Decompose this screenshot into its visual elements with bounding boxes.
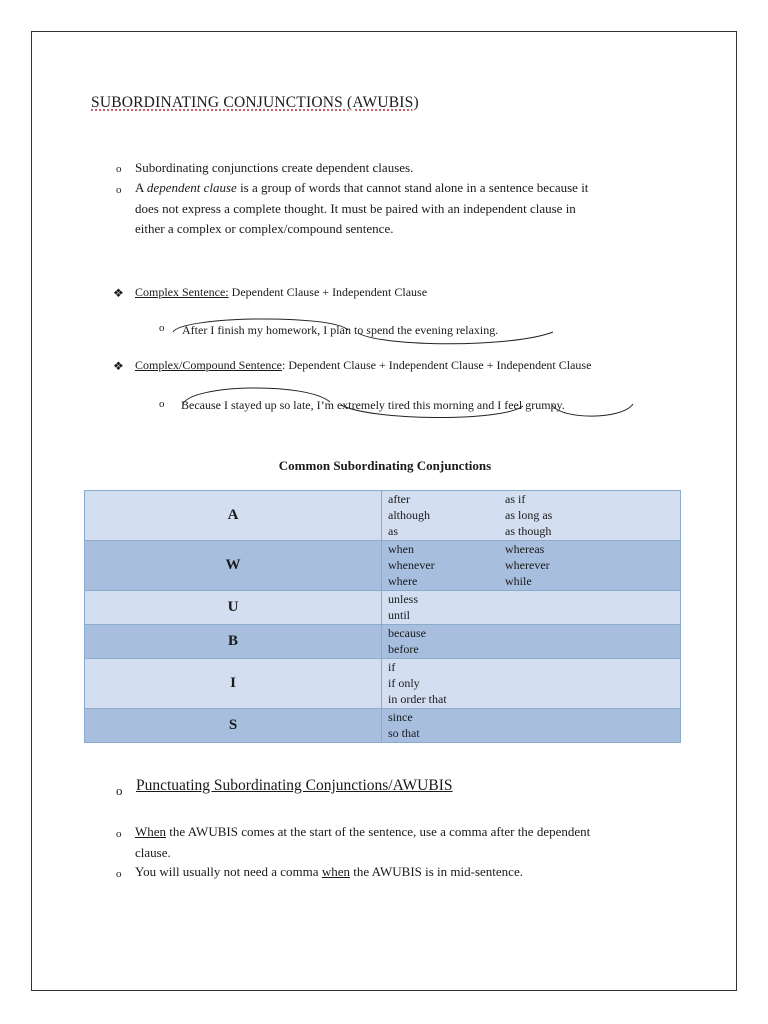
table-title: Common Subordinating Conjunctions xyxy=(278,458,492,473)
conjunction-word: while xyxy=(505,574,532,588)
conjunction-word: since xyxy=(388,710,413,724)
conjunction-word: before xyxy=(388,642,419,656)
punctuation-bullet-1: When the AWUBIS comes at the start of the sentence, use a comma after the dependent clause. xyxy=(135,824,591,860)
awubis-letter: A xyxy=(85,491,382,541)
conjunction-word: until xyxy=(388,608,411,622)
awubis-letter: B xyxy=(85,625,382,659)
conjunction-word: after xyxy=(388,492,410,506)
conjunction-word: although xyxy=(388,508,430,522)
conjunction-word: if xyxy=(388,660,396,674)
compound-sentence-line: Complex/Compound Sentence: Dependent Clause + Independent Clause + Independent Clause xyxy=(135,358,592,372)
table-row xyxy=(85,625,681,659)
punctuation-heading: Punctuating Subordinating Conjunctions/AWUBIS xyxy=(136,777,453,794)
conjunction-list xyxy=(382,541,681,591)
bullet-marker: o xyxy=(116,163,122,175)
conjunction-word: unless xyxy=(388,592,418,606)
clause-annotation-arcs xyxy=(32,32,738,432)
conjunction-word: as xyxy=(388,524,398,538)
bullet-marker: o xyxy=(116,783,123,798)
bullet-marker: o xyxy=(116,828,122,840)
table-row xyxy=(85,709,681,743)
independent-clause-arc xyxy=(341,405,523,418)
table-row xyxy=(85,591,681,625)
conjunction-list xyxy=(382,591,681,625)
bullet-marker: o xyxy=(116,868,122,880)
conjunction-list xyxy=(382,491,681,541)
conjunctions-table xyxy=(84,490,681,743)
conjunction-list xyxy=(382,659,681,709)
conjunction-word: in order that xyxy=(388,692,447,706)
conjunction-word: where xyxy=(388,574,418,588)
conjunction-word: when xyxy=(388,542,414,556)
table-row xyxy=(85,541,681,591)
document-page xyxy=(31,31,737,991)
punctuation-bullet-2: You will usually not need a comma when the AWUBIS is in mid-sentence. xyxy=(135,864,523,879)
independent-clause-arc xyxy=(358,332,553,344)
awubis-letter: S xyxy=(85,709,382,743)
compound-sentence-label: Complex/Compound Sentence xyxy=(135,358,282,372)
conjunction-list xyxy=(382,625,681,659)
conjunction-word: whereas xyxy=(505,542,545,556)
complex-sentence-label: Complex Sentence: xyxy=(135,285,229,299)
awubis-letter: U xyxy=(85,591,382,625)
bullet-marker: o xyxy=(159,322,165,334)
complex-sentence-line: Complex Sentence: Dependent Clause + Independent Clause xyxy=(135,285,428,299)
conjunction-word: whenever xyxy=(388,558,435,572)
bullet-marker: o xyxy=(116,184,122,196)
conjunction-word: if only xyxy=(388,676,420,690)
diamond-bullet-icon: ❖ xyxy=(113,286,124,300)
conjunction-list xyxy=(382,709,681,743)
dependent-clause-arc xyxy=(183,388,330,404)
awubis-letter: W xyxy=(85,541,382,591)
table-row xyxy=(85,491,681,541)
conjunction-word: wherever xyxy=(505,558,550,572)
table-row xyxy=(85,659,681,709)
conjunction-word: as though xyxy=(505,524,552,538)
intro-bullet-2: A dependent clause is a group of words that cannot stand alone in a sentence because it does not express a complete thought. It must be paired with an independent clause in either a complex or complex/compound sentence. xyxy=(135,180,589,236)
bullet-marker: o xyxy=(159,398,165,410)
page-title: SUBORDINATING CONJUNCTIONS (AWUBIS) xyxy=(91,94,419,111)
compound-example: Because I stayed up so late, I’m extremely tired this morning and I feel grumpy. xyxy=(181,398,565,412)
complex-example: After I finish my homework, I plan to spend the evening relaxing. xyxy=(182,323,499,337)
dependent-clause-term: dependent clause xyxy=(146,180,237,195)
conjunction-word: as if xyxy=(505,492,526,506)
independent-clause-arc xyxy=(552,404,633,416)
intro-bullet-1: Subordinating conjunctions create dependent clauses. xyxy=(135,160,414,175)
dependent-clause-arc xyxy=(173,319,348,332)
diamond-bullet-icon: ❖ xyxy=(113,359,124,373)
conjunction-word: because xyxy=(388,626,426,640)
awubis-letter: I xyxy=(85,659,382,709)
conjunction-word: so that xyxy=(388,726,420,740)
conjunction-word: as long as xyxy=(505,508,553,522)
